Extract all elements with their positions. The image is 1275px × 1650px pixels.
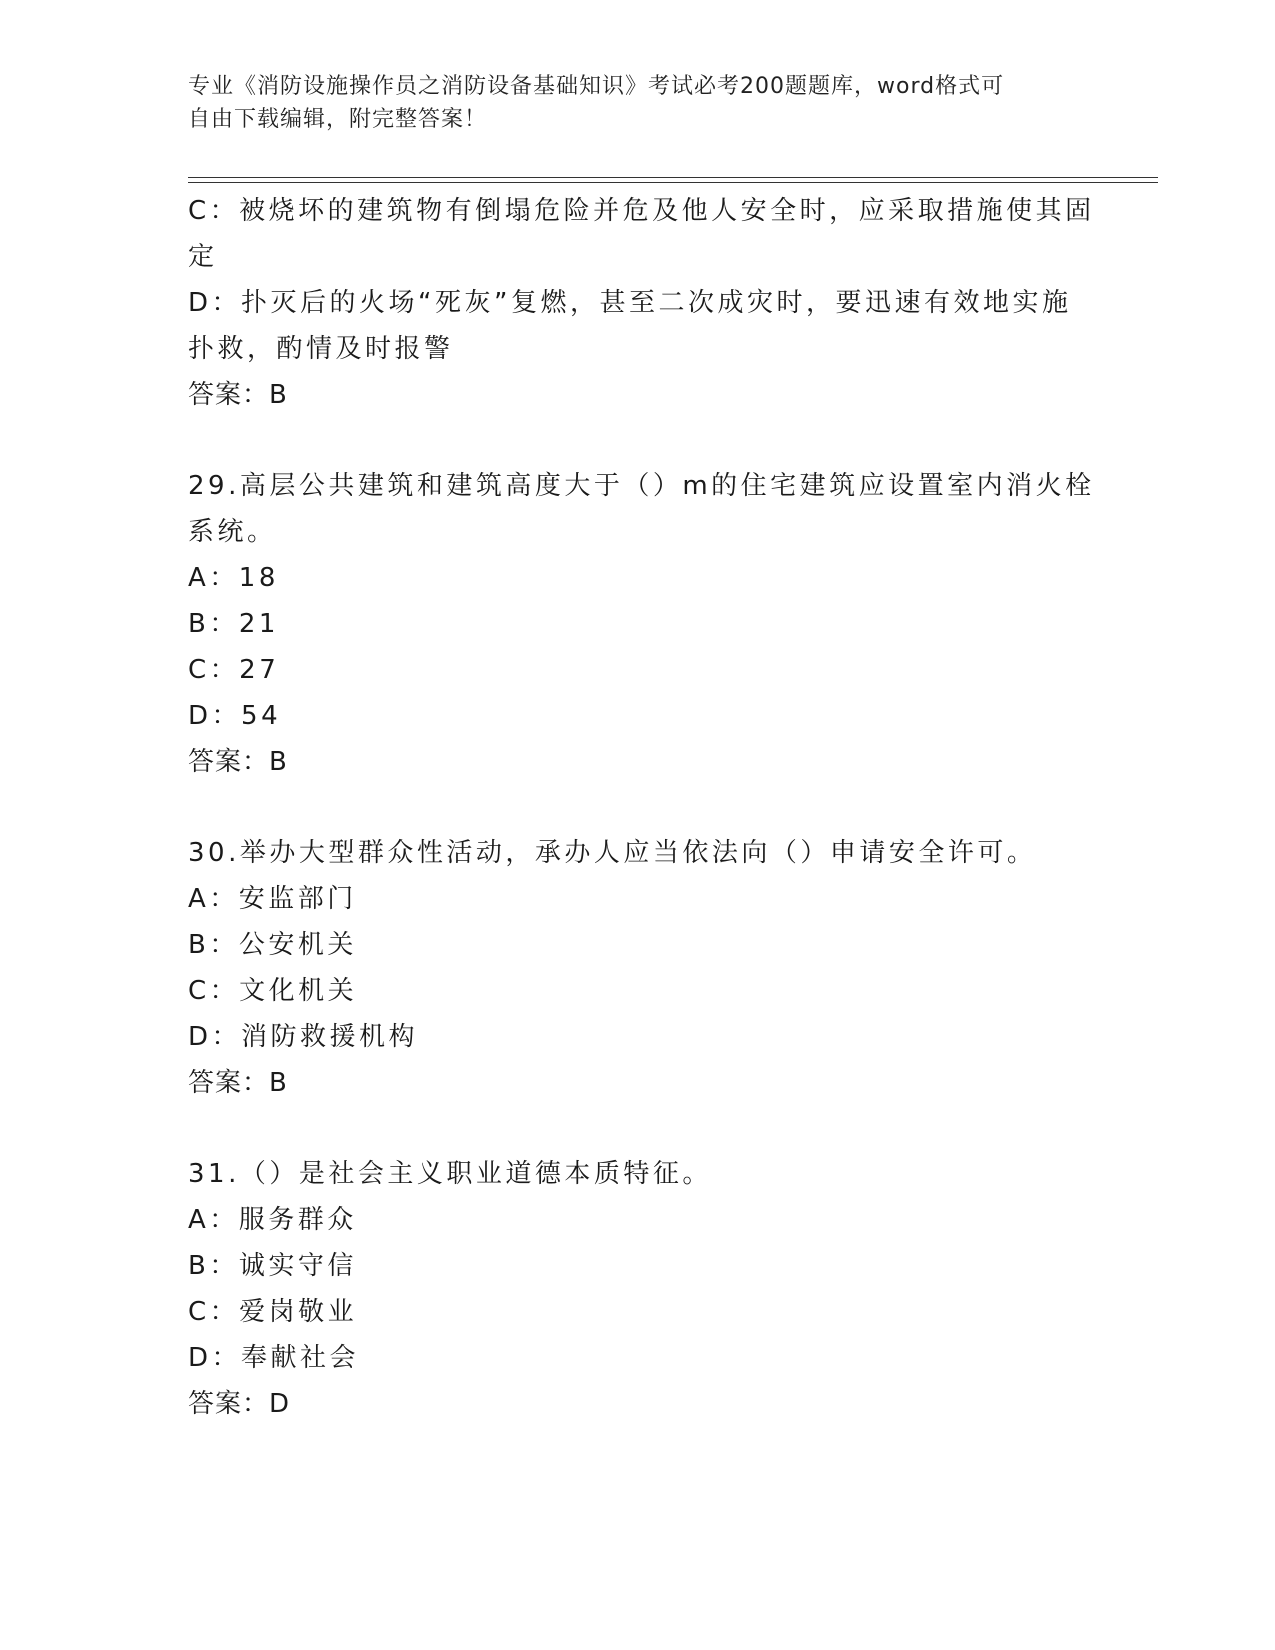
question-stem-line-1: 30.举办大型群众性活动，承办人应当依法向（）申请安全许可。 — [188, 838, 1037, 868]
option-d: D：54 — [188, 701, 282, 731]
option-d: D：消防救援机构 — [188, 1022, 419, 1052]
question-28-continued — [188, 188, 1095, 418]
answer-28: 答案：B — [188, 380, 288, 410]
option-c-line-1: C：被烧坏的建筑物有倒塌危险并危及他人安全时，应采取措施使其固 — [188, 196, 1095, 226]
option-c: C：文化机关 — [188, 976, 358, 1006]
question-31 — [188, 1151, 1088, 1427]
option-a: A：服务群众 — [188, 1205, 357, 1235]
option-a: A：18 — [188, 563, 279, 593]
option-a: A：安监部门 — [188, 884, 357, 914]
question-stem-line-1: 31.（）是社会主义职业道德本质特征。 — [188, 1159, 712, 1189]
option-c: C：27 — [188, 655, 280, 685]
option-d-line-1: D：扑灭后的火场“死灰”复燃，甚至二次成灾时，要迅速有效地实施 — [188, 288, 1072, 318]
spacer — [188, 785, 1088, 830]
header-line-2: 自由下载编辑，附完整答案！ — [188, 107, 488, 132]
spacer — [188, 418, 1088, 463]
question-stem-line-1: 29.高层公共建筑和建筑高度大于（）m的住宅建筑应设置室内消火栓 — [188, 471, 1095, 501]
option-b: B：公安机关 — [188, 930, 357, 960]
option-c-line-2: 定 — [188, 242, 218, 272]
question-content — [188, 188, 1095, 1427]
answer-30: 答案：B — [188, 1068, 288, 1098]
answer-31: 答案：D — [188, 1389, 291, 1419]
question-30 — [188, 830, 1088, 1106]
header-line-1: 专业《消防设施操作员之消防设备基础知识》考试必考200题题库，word格式可 — [188, 74, 1005, 99]
header-divider — [188, 177, 1158, 183]
option-d-line-2: 扑救，酌情及时报警 — [188, 334, 454, 364]
question-29 — [188, 463, 1095, 785]
answer-29: 答案：B — [188, 747, 288, 777]
spacer — [188, 1106, 1088, 1151]
option-c: C：爱岗敬业 — [188, 1297, 358, 1327]
option-b: B：诚实守信 — [188, 1251, 357, 1281]
option-b: B：21 — [188, 609, 279, 639]
page-header — [188, 70, 1068, 136]
option-d: D：奉献社会 — [188, 1343, 360, 1373]
question-stem-line-2: 系统。 — [188, 517, 277, 547]
